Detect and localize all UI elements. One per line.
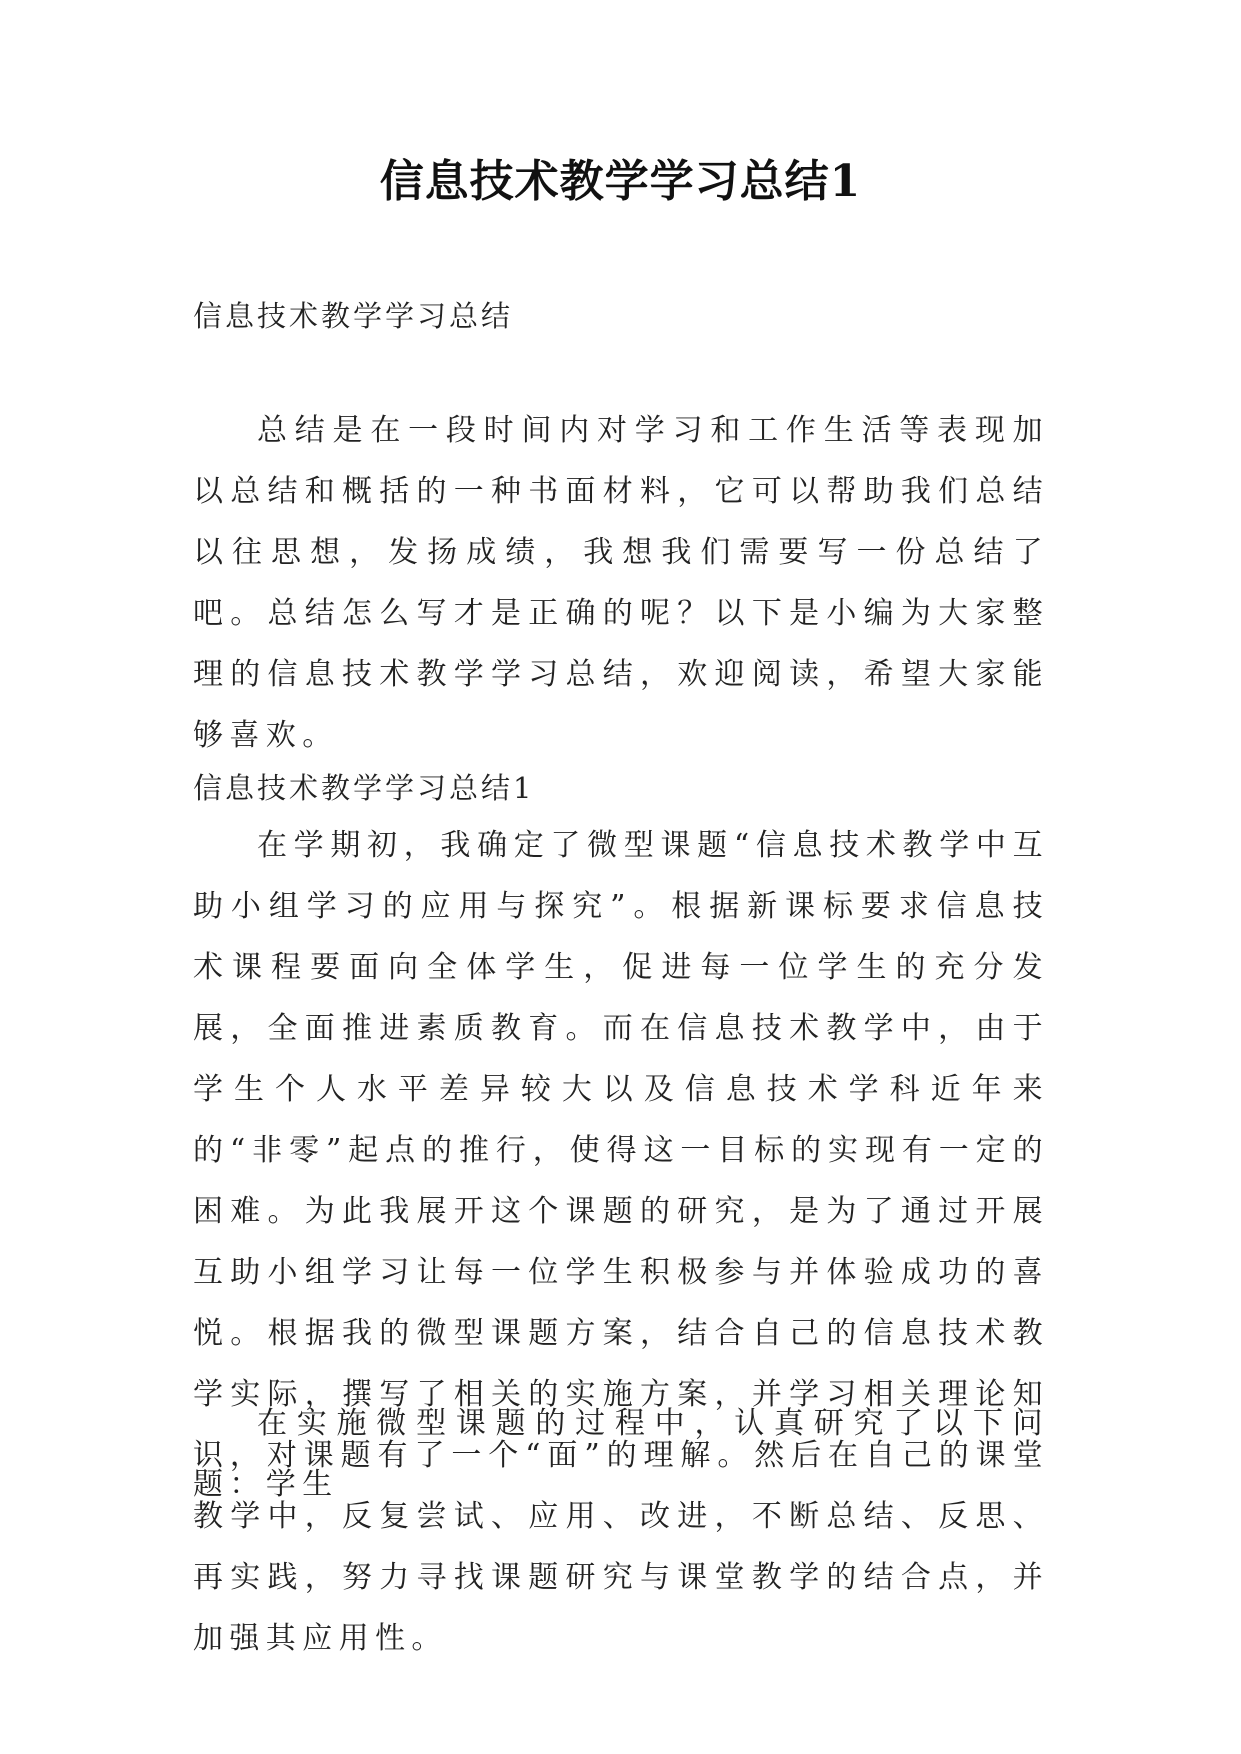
body-paragraph-1: 在学期初，我确定了微型课题“信息技术教学中互助小组学习的应用与探究”。根据新课标要求信息技术课程要面向全体学生，促进每一位学生的充分发展，全面推进素质教育。而在信息技术教学中，由于学生个人水平差异较大以及信息技术学科近年来的“非零”起点的推行，使得这一目标的实现有一定的困难。为此我展开这个课题的研究，是为了通过开展互助小组学习让每一位学生积极参与并体验成功的喜悦。根据我的微型课题方案，结合自己的信息技术教学实际，撰写了相关的实施方案，并学习相关理论知识，对课题有了一个“面”的理解。然后在自己的课堂教学中，反复尝试、应用、改进，不断总结、反思、再实践，努力寻找课题研究与课堂教学的结合点，并加强其应用性。 [193, 828, 1049, 1656]
section-heading: 信息技术教学学习总结1 [193, 771, 535, 805]
document-subtitle: 信息技术教学学习总结 [193, 299, 514, 333]
intro-paragraph: 总结是在一段时间内对学习和工作生活等表现加以总结和概括的一种书面材料，它可以帮助我们总结以往思想，发扬成绩，我想我们需要写一份总结了吧。总结怎么写才是正确的呢？以下是小编为大家整理的信息技术教学学习总结，欢迎阅读，希望大家能够喜欢。 [193, 413, 1049, 753]
document-title: 信息技术教学学习总结1 [379, 156, 862, 207]
body-paragraph-2: 在实施微型课题的过程中，认真研究了以下问题：学生 [193, 1406, 1049, 1502]
